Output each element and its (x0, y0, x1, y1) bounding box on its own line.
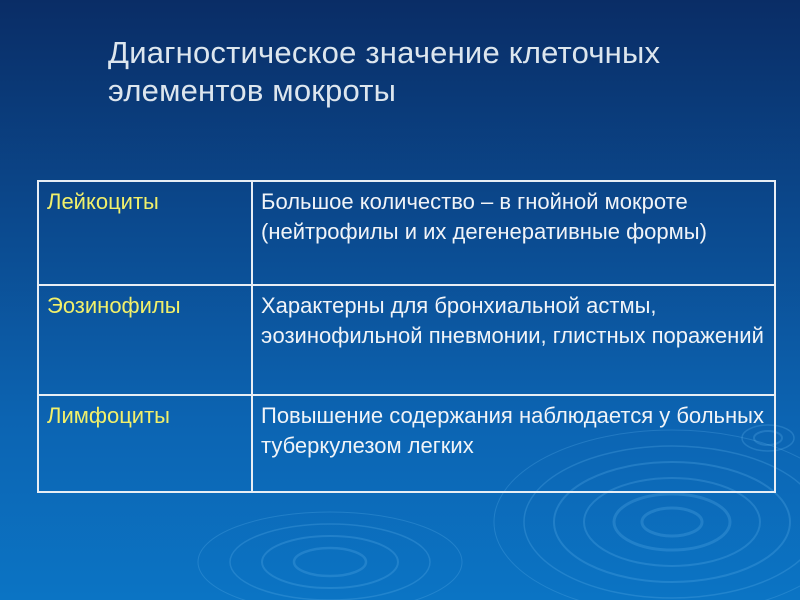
table-cell-term: Эозинофилы (38, 285, 252, 395)
cells-table-container (37, 180, 776, 491)
table-cell-description: Характерны для бронхиальной астмы, эозинофильной пневмонии, глистных поражений (252, 285, 775, 395)
table-row (38, 285, 775, 395)
table-cell-term: Лейкоциты (38, 181, 252, 285)
table-row (38, 395, 775, 492)
slide-title-line-2: элементов мокроты (108, 73, 397, 108)
table-cell-term: Лимфоциты (38, 395, 252, 492)
slide-title-line-1: Диагностическое значение клеточных (108, 35, 661, 70)
slide-title (108, 34, 768, 110)
table-row (38, 181, 775, 285)
table-cell-description: Большое количество – в гнойной мокроте (нейтрофилы и их дегенеративные формы) (252, 181, 775, 285)
cells-table (37, 180, 776, 493)
table-cell-description: Повышение содержания наблюдается у больных туберкулезом легких (252, 395, 775, 492)
